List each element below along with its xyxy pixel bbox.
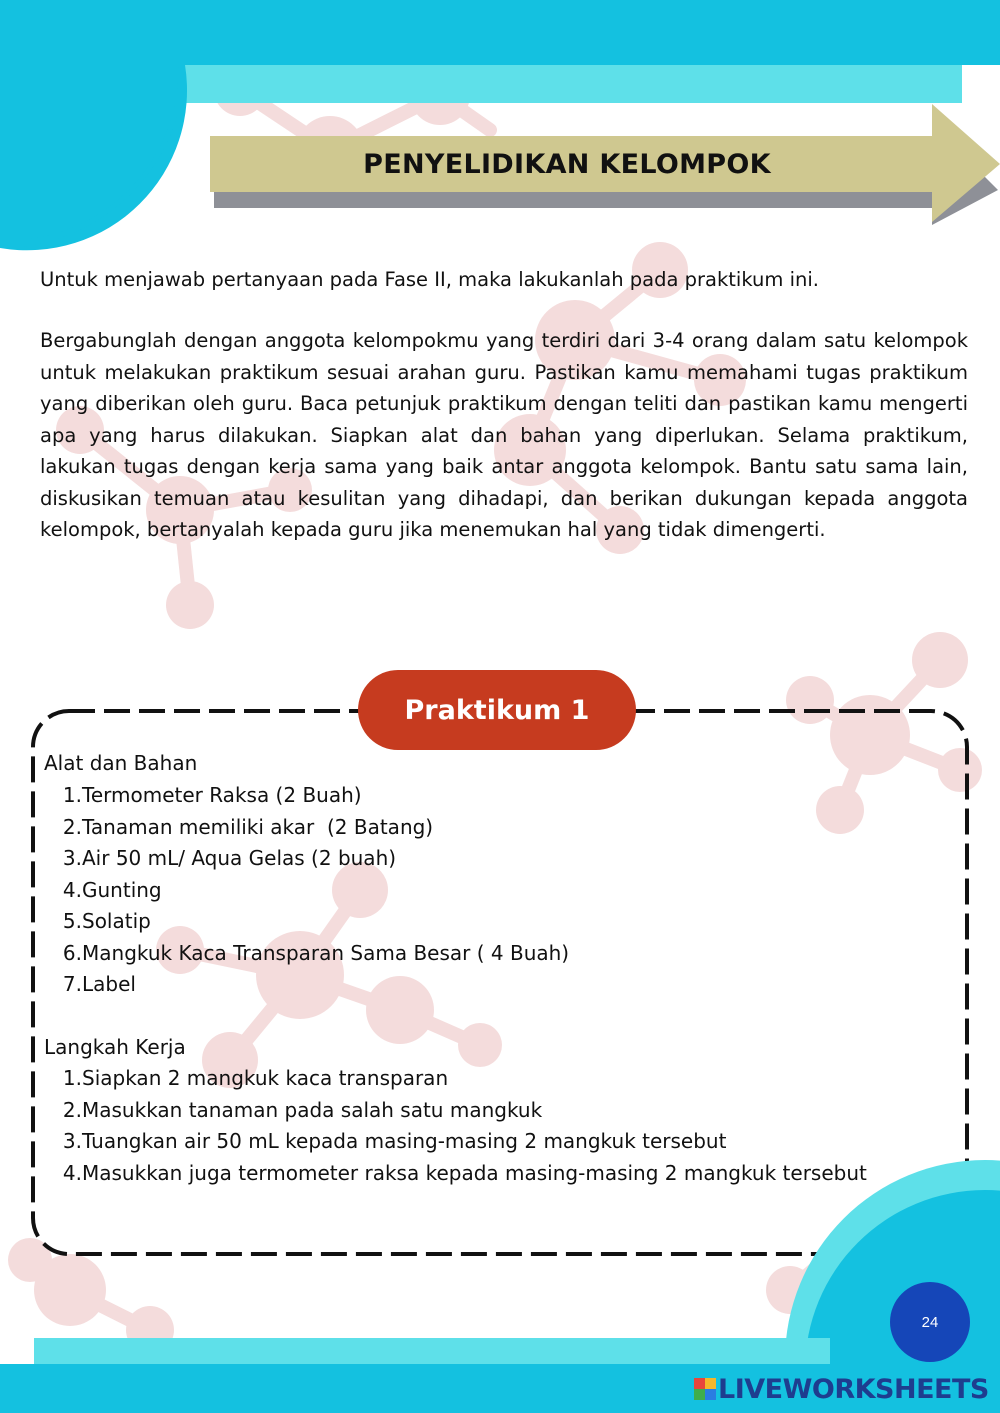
item-number: 2. [62,814,82,839]
item-number: 4. [62,1160,82,1185]
alat-heading: Alat dan Bahan [44,751,198,775]
page-title: PENYELIDIKAN KELOMPOK [363,148,771,180]
item-text: Tuangkan air 50 mL kepada masing-masing 2 mangkuk tersebut [82,1129,727,1153]
list-item [58,1126,867,1158]
intro-text: Untuk menjawab pertanyaan pada Fase II, maka lakukanlah pada praktikum ini. [40,268,819,291]
liveworksheets-brand[interactable] [694,1372,989,1406]
item-number: 1. [62,783,82,807]
list-item [58,875,569,907]
item-number: 3. [62,1129,82,1153]
item-text: Siapkan 2 mangkuk kaca transparan [82,1066,449,1090]
item-number: 2. [62,1097,82,1122]
item-number: 6. [62,940,82,965]
page-number: 24 [890,1282,970,1362]
langkah-list [58,1063,867,1189]
item-text: Masukkan juga termometer raksa kepada masing-masing 2 mangkuk tersebut [82,1160,867,1185]
item-text: Mangkuk Kaca Transparan Sama Besar ( 4 Buah) [82,940,570,965]
item-number: 7. [62,972,82,996]
brand-text: LIVEWORKSHEETS [718,1373,989,1405]
list-item [58,1063,867,1095]
item-number: 5. [62,909,82,933]
item-text: Masukkan tanaman pada salah satu mangkuk [82,1097,543,1122]
list-item [58,812,569,844]
list-item [58,843,569,875]
item-number: 4. [62,877,82,902]
item-number: 3. [62,846,82,870]
list-item [58,938,569,970]
praktikum-label: Praktikum 1 [358,670,636,750]
liveworksheets-logo-icon [694,1378,716,1400]
instruction-paragraph: Bergabunglah dengan anggota kelompokmu yang terdiri dari 3-4 orang dalam satu kelompok untuk melakukan praktikum sesuai arahan guru. Pastikan kamu memahami tugas praktikum yang diberikan oleh guru. Baca petunjuk praktikum dengan teliti dan pastikan kamu mengerti apa yang harus dilakukan. Siapkan alat dan bahan yang diperlukan. Selama praktikum, lakukan tugas dengan kerja sama yang baik antar anggota kelompok. Bantu satu sama lain, diskusikan temuan atau kesulitan yang dihadapi, dan berikan dukungan kepada anggota kelompok, bertanyalah kepada guru jika menemukan hal yang tidak dimengerti. [40,329,968,541]
item-number: 1. [62,1066,82,1090]
item-text: Label [82,972,136,996]
list-item [58,906,569,938]
item-text: Termometer Raksa (2 Buah) [82,783,362,807]
langkah-heading: Langkah Kerja [44,1035,186,1059]
item-text: Solatip [82,909,151,933]
list-item [58,1158,867,1190]
list-item [58,780,569,812]
list-item [58,1095,867,1127]
list-item [58,969,569,1001]
item-text: Air 50 mL/ Aqua Gelas (2 buah) [82,846,397,870]
item-text: Tanaman memiliki akar (2 Batang) [82,814,434,839]
item-text: Gunting [82,877,162,902]
alat-list [58,780,569,1001]
